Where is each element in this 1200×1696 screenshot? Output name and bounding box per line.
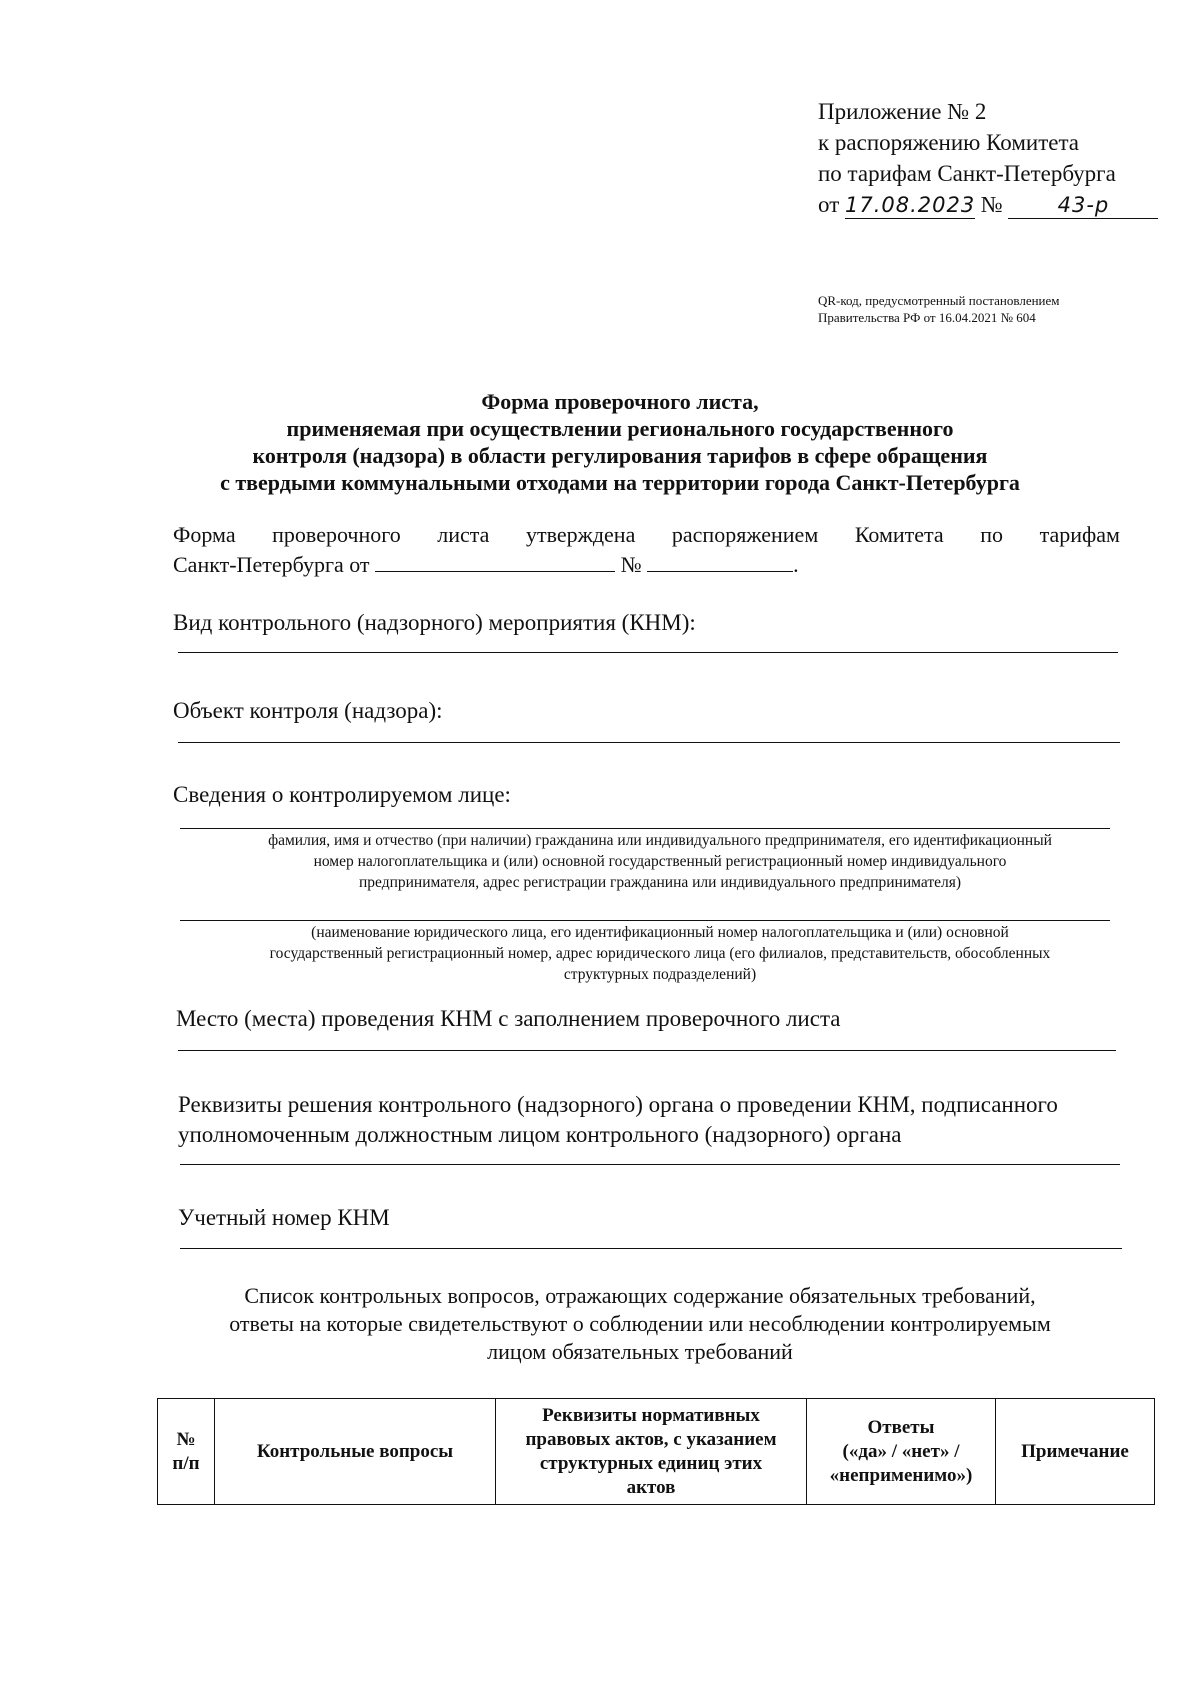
number-prefix: № bbox=[980, 192, 1003, 217]
individual-caption bbox=[180, 830, 1140, 893]
handwritten-number: 43-р bbox=[1008, 192, 1158, 219]
approval-word: листа bbox=[437, 522, 490, 547]
field-label-decision-line-1: Реквизиты решения контрольного (надзорного) органа о проведении КНМ, подписанного bbox=[178, 1092, 1058, 1117]
knm-place-fill-line[interactable] bbox=[178, 1050, 1116, 1051]
legal-entity-fill-line[interactable] bbox=[180, 920, 1110, 921]
date-prefix: от bbox=[818, 192, 840, 217]
qr-code-note bbox=[818, 292, 1060, 326]
title-line-4: с твердыми коммунальными отходами на территории города Санкт-Петербурга bbox=[220, 470, 1020, 495]
field-label-knm-number: Учетный номер КНМ bbox=[178, 1205, 390, 1230]
approval-line-1 bbox=[173, 520, 1120, 549]
appendix-line-3: по тарифам Санкт-Петербурга bbox=[818, 161, 1116, 186]
qr-note-line-1: QR-код, предусмотренный постановлением bbox=[818, 293, 1060, 308]
title-line-1: Форма проверочного листа, bbox=[481, 389, 759, 414]
decision-fill-line[interactable] bbox=[180, 1164, 1120, 1165]
knm-number-fill-line[interactable] bbox=[180, 1248, 1122, 1249]
appendix-header bbox=[818, 96, 1158, 220]
caption-line: номер налогоплательщика и (или) основной государственный регистрационный номер индивидуального bbox=[313, 853, 1007, 870]
col-header-note: Примечание bbox=[996, 1399, 1155, 1505]
control-object-fill-line[interactable] bbox=[178, 742, 1120, 743]
approval-line2-prefix: Санкт-Петербурга от bbox=[173, 552, 370, 577]
appendix-date-line bbox=[818, 189, 1158, 220]
field-label-decision-line-2: уполномоченным должностным лицом контрольного (надзорного) органа bbox=[178, 1122, 902, 1147]
caption-line: фамилия, имя и отчество (при наличии) гражданина или индивидуального предпринимателя, его идентификационный bbox=[268, 832, 1052, 849]
table-header-row bbox=[158, 1399, 1155, 1505]
checklist-heading-line-3: лицом обязательных требований bbox=[487, 1339, 793, 1364]
approval-line-2 bbox=[173, 549, 1120, 579]
individual-fill-line[interactable] bbox=[180, 828, 1110, 829]
caption-line: государственный регистрационный номер, адрес юридического лица (его филиалов, представительств, обособленных bbox=[269, 945, 1051, 962]
document-title bbox=[160, 388, 1080, 496]
approval-word: Форма bbox=[173, 522, 236, 547]
qr-note-line-2: Правительства РФ от 16.04.2021 № 604 bbox=[818, 310, 1036, 325]
approval-word: проверочного bbox=[272, 522, 401, 547]
knm-type-fill-line[interactable] bbox=[178, 652, 1118, 653]
title-line-3: контроля (надзора) в области регулирования тарифов в сфере обращения bbox=[252, 443, 988, 468]
caption-line: структурных подразделений) bbox=[563, 966, 757, 983]
appendix-line-2: к распоряжению Комитета bbox=[818, 130, 1079, 155]
approval-number-blank[interactable] bbox=[647, 549, 793, 572]
caption-line: (наименование юридического лица, его идентификационный номер налогоплательщика и (или) основной bbox=[311, 924, 1009, 941]
approval-number-sign: № bbox=[620, 552, 642, 577]
approval-word: по bbox=[980, 522, 1004, 547]
approval-date-blank[interactable] bbox=[375, 549, 615, 572]
field-label-controlled-person: Сведения о контролируемом лице: bbox=[173, 782, 511, 807]
approval-word: тарифам bbox=[1039, 522, 1120, 547]
approval-word: Комитета bbox=[854, 522, 944, 547]
approval-word: утверждена bbox=[526, 522, 636, 547]
checklist-heading-line-1: Список контрольных вопросов, отражающих содержание обязательных требований, bbox=[244, 1283, 1036, 1308]
field-label-knm-place: Место (места) проведения КНМ с заполнением проверочного листа bbox=[176, 1006, 841, 1031]
appendix-line-1: Приложение № 2 bbox=[818, 99, 987, 124]
checklist-table bbox=[157, 1398, 1155, 1505]
field-label-knm-type: Вид контрольного (надзорного) мероприятия (КНМ): bbox=[173, 610, 696, 635]
approval-word: распоряжением bbox=[671, 522, 819, 547]
legal-entity-caption bbox=[180, 922, 1140, 985]
col-header-questions: Контрольные вопросы bbox=[215, 1399, 496, 1505]
handwritten-date: 17.08.2023 bbox=[845, 193, 976, 217]
title-line-2: применяемая при осуществлении регионального государственного bbox=[286, 416, 954, 441]
checklist-heading bbox=[160, 1282, 1120, 1366]
checklist-heading-line-2: ответы на которые свидетельствуют о соблюдении или несоблюдении контролируемым bbox=[229, 1311, 1051, 1336]
field-label-control-object: Объект контроля (надзора): bbox=[173, 698, 443, 723]
col-header-answers: Ответы («да» / «нет» / «неприменимо») bbox=[807, 1399, 996, 1505]
approval-statement bbox=[173, 520, 1120, 579]
approval-end: . bbox=[793, 552, 799, 577]
col-header-number: № п/п bbox=[158, 1399, 215, 1505]
col-header-legal-acts: Реквизиты нормативных правовых актов, с указанием структурных единиц этих актов bbox=[496, 1399, 807, 1505]
caption-line: предпринимателя, адрес регистрации гражданина или индивидуального предпринимателя) bbox=[358, 874, 961, 891]
